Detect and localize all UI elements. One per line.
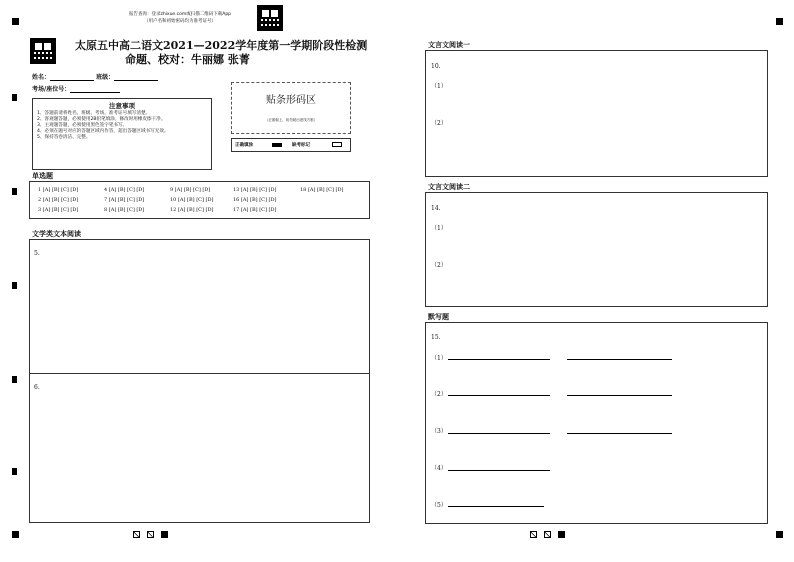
mcq-item[interactable]: 17 [A] [B] [C] [D] <box>233 207 277 213</box>
notice-line: 报告查询：登录zhixue.com或扫描二维码下载App <box>128 12 232 17</box>
sub-question-label: （2） <box>431 262 447 269</box>
mcq-item[interactable]: 1 [A] [B] [C] [D] <box>38 187 79 193</box>
page-mark <box>544 531 551 538</box>
registration-mark <box>12 18 19 25</box>
mcq-item[interactable]: 3 [A] [B] [C] [D] <box>38 207 79 213</box>
dictation-section-title: 默写题 <box>428 313 449 321</box>
answer-line[interactable] <box>448 395 550 396</box>
classical2-section-title: 文言文阅读二 <box>428 183 470 191</box>
mcq-column <box>170 185 213 215</box>
literary-section-title: 文学类文本阅读 <box>32 230 81 238</box>
notes-item: 1、答题前请将姓名、班级、考场、准考证号填写清楚。 <box>37 111 151 116</box>
exam-room-label: 考场/座位号： <box>32 86 71 93</box>
qr-code <box>257 5 283 31</box>
question-number: 10. <box>431 63 441 70</box>
notes-box <box>32 98 212 170</box>
mcq-column <box>104 185 144 215</box>
question-number: 6. <box>34 384 40 391</box>
mcq-box <box>29 181 370 219</box>
mcq-item[interactable]: 18 [A] [B] [C] [D] <box>300 187 344 193</box>
mcq-item[interactable]: 13 [A] [B] [C] [D] <box>233 187 277 193</box>
question-number: 14. <box>431 205 441 212</box>
timing-mark <box>12 468 17 475</box>
correct-fill-label: 正确填涂 <box>235 143 253 148</box>
answer-line[interactable] <box>448 506 544 507</box>
question-number: 5. <box>34 250 40 257</box>
notes-title: 注意事项 <box>109 102 135 110</box>
registration-mark <box>776 18 783 25</box>
sub-question-label: （2） <box>431 120 447 127</box>
mcq-section-title: 单选题 <box>32 172 53 180</box>
answer-line[interactable] <box>448 433 550 434</box>
sub-question-label: （1） <box>431 225 447 232</box>
barcode-label: 贴条形码区 <box>266 95 316 106</box>
page-title: 太原五中高二语文2021—2022学年度第一学期阶段性检测 <box>75 39 368 52</box>
notes-list <box>33 110 211 142</box>
mcq-item[interactable]: 9 [A] [B] [C] [D] <box>170 187 211 193</box>
notes-item: 5、保持答卷清洁、完整。 <box>37 135 91 140</box>
mcq-item[interactable]: 4 [A] [B] [C] [D] <box>104 187 145 193</box>
barcode-area <box>231 82 351 134</box>
mcq-column <box>38 185 78 215</box>
student-name-row <box>32 72 158 81</box>
timing-mark <box>12 282 17 289</box>
registration-mark <box>12 531 19 538</box>
answer-box-q10[interactable] <box>425 50 768 177</box>
timing-mark <box>12 188 17 195</box>
sub-question-label: （1） <box>431 355 447 362</box>
qr-code <box>30 38 56 64</box>
correct-fill-sample <box>272 143 282 147</box>
fill-legend <box>231 138 351 152</box>
page-subtitle: 命题、校对：牛丽娜 张菁 <box>125 53 250 66</box>
mcq-item[interactable]: 10 [A] [B] [C] [D] <box>170 197 214 203</box>
answer-box-q14[interactable] <box>425 192 768 307</box>
sub-question-label: （4） <box>431 465 447 472</box>
classical1-section-title: 文言文阅读一 <box>428 41 470 49</box>
registration-mark <box>776 531 783 538</box>
sub-question-label: （1） <box>431 83 447 90</box>
sub-question-label: （5） <box>431 502 447 509</box>
mcq-item[interactable]: 8 [A] [B] [C] [D] <box>104 207 145 213</box>
name-label: 姓名： <box>32 74 51 81</box>
question-number: 15. <box>431 334 441 341</box>
class-label: 班级： <box>96 74 115 81</box>
mcq-item[interactable]: 7 [A] [B] [C] [D] <box>104 197 145 203</box>
page-mark <box>530 531 537 538</box>
absent-mark-checkbox[interactable] <box>332 142 342 147</box>
answer-line[interactable] <box>567 395 672 396</box>
sub-question-label: （2） <box>431 391 447 398</box>
page-mark <box>558 531 565 538</box>
mcq-item[interactable]: 16 [A] [B] [C] [D] <box>233 197 277 203</box>
exam-room-field[interactable] <box>70 92 120 93</box>
notes-item: 4、必须在题号对应的答题区域内作答，超出答题区域书写无效。 <box>37 129 169 134</box>
answer-box-q6[interactable] <box>29 373 370 523</box>
mcq-column <box>300 185 343 195</box>
page-mark <box>133 531 140 538</box>
answer-line[interactable] <box>567 433 672 434</box>
report-notice <box>110 11 250 25</box>
notes-item: 3、主观题答题，必须使用黑色签字笔书写。 <box>37 123 128 128</box>
sub-question-label: （3） <box>431 428 447 435</box>
page-mark <box>161 531 168 538</box>
answer-box-q15[interactable] <box>425 322 768 524</box>
name-field[interactable] <box>50 80 94 81</box>
barcode-hint: （正面朝上，切勿贴出虚线方框） <box>264 118 318 122</box>
mcq-item[interactable]: 12 [A] [B] [C] [D] <box>170 207 214 213</box>
timing-mark <box>12 94 17 101</box>
answer-line[interactable] <box>448 470 550 471</box>
answer-line[interactable] <box>448 359 550 360</box>
mcq-column <box>233 185 276 215</box>
notes-item: 2、客观题答题，必须使用2B铅笔填涂，修改时用橡皮擦干净。 <box>37 117 166 122</box>
answer-box-q5[interactable] <box>29 239 370 374</box>
answer-line[interactable] <box>567 359 672 360</box>
timing-mark <box>12 376 17 383</box>
notice-line: （用户名和初始密码均为准考证号） <box>144 19 216 24</box>
page-mark <box>147 531 154 538</box>
absent-mark-label: 缺考标记 <box>292 143 310 148</box>
exam-room-row <box>32 84 120 93</box>
mcq-item[interactable]: 2 [A] [B] [C] [D] <box>38 197 79 203</box>
class-field[interactable] <box>114 80 158 81</box>
